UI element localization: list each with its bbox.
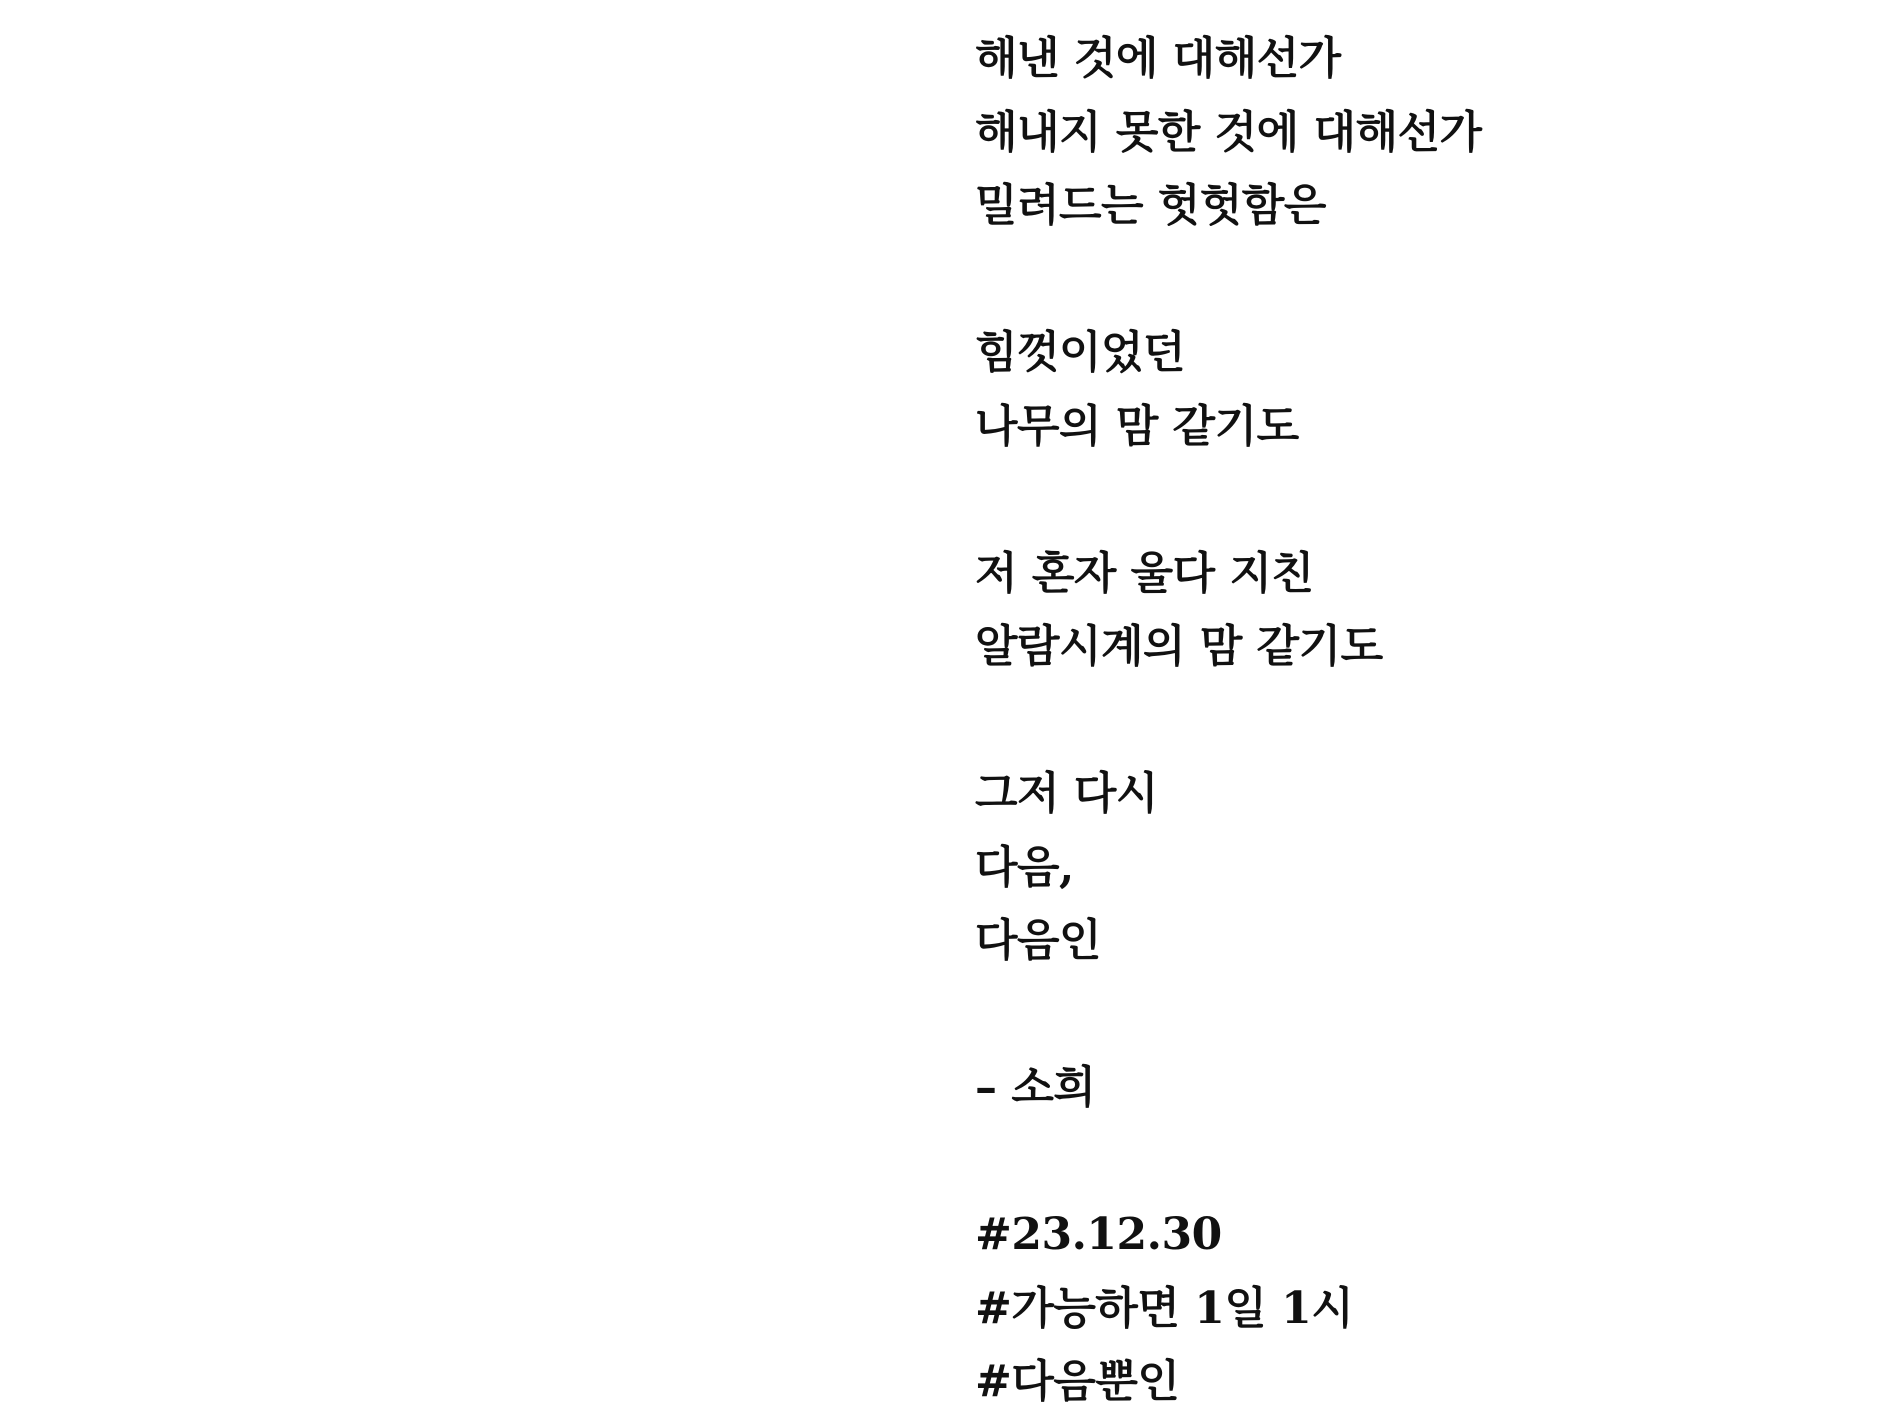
poem-line: 저 혼자 울다 지친 bbox=[975, 547, 1314, 599]
stanza-3 bbox=[975, 537, 1855, 684]
poem-line: 알람시계의 맘 같기도 bbox=[975, 621, 1383, 672]
hashtag[interactable]: #가능하면 1일 1시 bbox=[975, 1282, 1354, 1334]
poem-line: 다음인 bbox=[975, 915, 1102, 966]
poem-line: 나무의 맘 같기도 bbox=[975, 400, 1299, 452]
author-signature: – 소희 bbox=[975, 1062, 1096, 1113]
poem-line: 밀려드는 헛헛함은 bbox=[975, 180, 1326, 231]
hashtag[interactable]: #23.12.30 bbox=[975, 1209, 1222, 1260]
stanza-break bbox=[975, 243, 1855, 317]
stanza-1 bbox=[975, 22, 1855, 243]
poem-line: 해낸 것에 대해선가 bbox=[975, 33, 1341, 84]
stanza-4 bbox=[975, 757, 1855, 978]
stanza-2 bbox=[975, 316, 1855, 463]
hashtag-list bbox=[975, 1198, 1855, 1419]
poem-line: 해내지 못한 것에 대해선가 bbox=[975, 106, 1482, 158]
poem-line: 다음, bbox=[975, 841, 1074, 893]
hashtag[interactable]: #다음뿐인 bbox=[975, 1356, 1180, 1407]
stanza-break bbox=[975, 684, 1855, 758]
stanza-break bbox=[975, 978, 1855, 1052]
poem-line: 힘껏이었던 bbox=[975, 327, 1186, 378]
poem-body bbox=[975, 22, 1855, 1419]
poem-line: 그저 다시 bbox=[975, 768, 1158, 819]
section-break bbox=[975, 1125, 1855, 1199]
stanza-break bbox=[975, 463, 1855, 537]
